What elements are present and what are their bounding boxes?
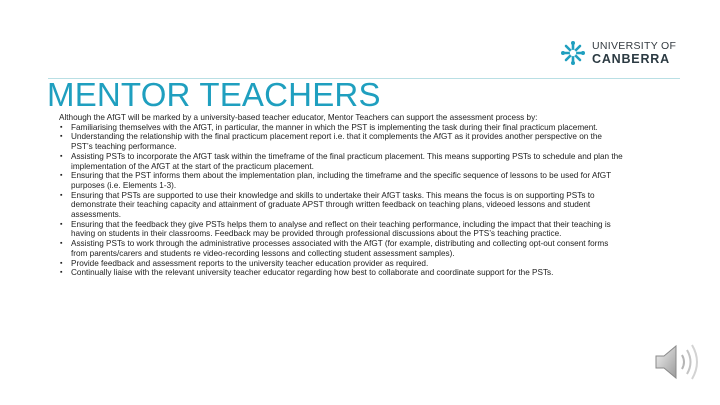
logo-line-university-of: UNIVERSITY OF [592,39,677,52]
bullet-icon: ▪ [60,259,63,267]
list-item [59,268,625,278]
page-title: MENTOR TEACHERS [47,76,381,113]
list-item-text: Assisting PSTs to work through the administrative processes associated with the AfGT (for example, distributing and collecting opt-out consent forms from parents/carers and students re video-recording lessons and collecting student assessment samples). [71,239,609,258]
list-item [59,123,625,133]
list-item-text: Continually liaise with the relevant university teacher educator regarding how best to collaborate and coordinate support for the PSTs. [71,268,554,278]
bullet-icon: ▪ [60,133,63,141]
list-item-text: Assisting PSTs to incorporate the AfGT task within the timeframe of the final practicum placement. This means supporting PSTs to schedule and plan the implementation of the AfGT at the start of the practicum placement. [71,151,623,171]
list-item [59,259,625,269]
list-item-text: Ensuring that PSTs are supported to use their knowledge and skills to undertake their AfGT tasks. This means the focus is on supporting PSTs to demonstrate their teaching capacity and attainment of graduate APST through written feedback on teaching plans, videoed lessons and student assessments. [71,190,595,220]
bullet-list [59,123,625,278]
bullet-icon: ▪ [60,220,63,228]
star-cross-logo-icon [560,40,586,66]
list-item-text: Understanding the relationship with the final practicum placement report i.e. that it complements the AfGT as it provides another perspective on the PST’s teaching performance. [71,132,602,152]
bullet-icon: ▪ [60,152,63,160]
bullet-icon: ▪ [60,269,63,277]
list-item-text: Familiarising themselves with the AfGT, in particular, the manner in which the PST is implementing the task during their final practicum placement. [71,122,598,132]
list-item [59,171,625,190]
list-item [59,132,625,151]
list-item [59,239,625,258]
list-item-text: Provide feedback and assessment reports to the university teacher education provider as required. [71,258,429,268]
university-logo [560,40,676,66]
list-item-text: Ensuring that the feedback they give PSTs helps them to analyse and reflect on their teaching performance, including the impact that their teaching is having on students in their classrooms. Feedback may be provided through professional discussions about the PTS’s teaching practice. [71,219,611,239]
slide-body [59,113,625,278]
bullet-icon: ▪ [60,191,63,199]
bullet-icon: ▪ [60,123,63,131]
list-item [59,152,625,171]
logo-line-canberra: CANBERRA [592,52,670,66]
list-item [59,220,625,239]
bullet-icon: ▪ [60,172,63,180]
speaker-audio-icon[interactable] [650,340,702,384]
list-item-text: Ensuring that the PST informs them about the implementation plan, including the timeframe and the specific sequence of lessons to be used for AfGT purposes (i.e. Elements 1-3). [71,171,611,190]
bullet-icon: ▪ [60,240,63,248]
list-item [59,191,625,220]
logo-wordmark [592,41,676,66]
intro-paragraph: Although the AfGT will be marked by a university-based teacher educator, Mentor Teachers can support the assessment process by: [59,113,538,122]
